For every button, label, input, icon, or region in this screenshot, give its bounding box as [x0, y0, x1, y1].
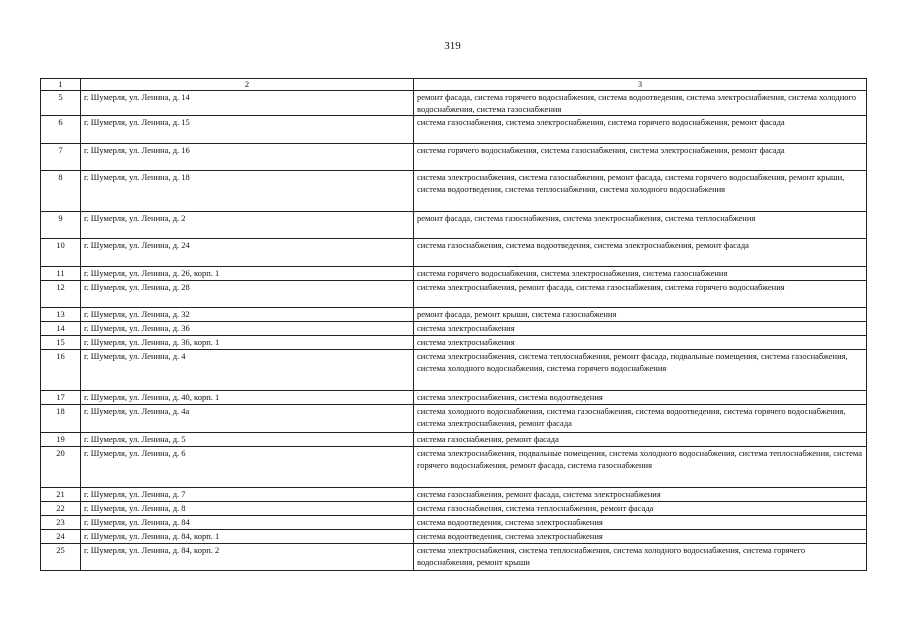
row-address: г. Шумерля, ул. Ленина, д. 18: [81, 171, 414, 212]
row-number: 15: [41, 336, 81, 350]
table-row: [41, 267, 867, 281]
row-works: система электроснабжения: [414, 336, 867, 350]
row-address: г. Шумерля, ул. Ленина, д. 5: [81, 433, 414, 447]
row-address: г. Шумерля, ул. Ленина, д. 8: [81, 502, 414, 516]
table-row: [41, 350, 867, 391]
row-number: 14: [41, 322, 81, 336]
row-number: 13: [41, 308, 81, 322]
row-works: система газоснабжения, ремонт фасада, система электроснабжения: [414, 488, 867, 502]
row-number: 21: [41, 488, 81, 502]
row-address: г. Шумерля, ул. Ленина, д. 6: [81, 447, 414, 488]
column-header-works: 3: [414, 79, 867, 91]
row-works: система газоснабжения, ремонт фасада: [414, 433, 867, 447]
table-row: [41, 116, 867, 144]
row-address: г. Шумерля, ул. Ленина, д. 7: [81, 488, 414, 502]
table-row: [41, 502, 867, 516]
row-number: 22: [41, 502, 81, 516]
row-address: г. Шумерля, ул. Ленина, д. 24: [81, 239, 414, 267]
table-header-row: [41, 79, 867, 91]
row-works: система электроснабжения, система водоотведения: [414, 391, 867, 405]
row-number: 16: [41, 350, 81, 391]
column-header-address: 2: [81, 79, 414, 91]
row-works: система горячего водоснабжения, система электроснабжения, система газоснабжения: [414, 267, 867, 281]
row-number: 11: [41, 267, 81, 281]
row-number: 9: [41, 212, 81, 239]
row-number: 20: [41, 447, 81, 488]
table-row: [41, 544, 867, 571]
row-works: система газоснабжения, система электроснабжения, система горячего водоснабжения, ремонт фасада: [414, 116, 867, 144]
row-address: г. Шумерля, ул. Ленина, д. 4: [81, 350, 414, 391]
table-row: [41, 405, 867, 433]
row-number: 18: [41, 405, 81, 433]
row-number: 5: [41, 91, 81, 116]
row-number: 25: [41, 544, 81, 571]
table-row: [41, 433, 867, 447]
row-works: система водоотведения, система электроснабжения: [414, 516, 867, 530]
row-address: г. Шумерля, ул. Ленина, д. 16: [81, 144, 414, 171]
table-row: [41, 239, 867, 267]
table-row: [41, 530, 867, 544]
row-works: система электроснабжения, ремонт фасада, система газоснабжения, система горячего водоснабжения: [414, 281, 867, 308]
row-works: система холодного водоснабжения, система газоснабжения, система водоотведения, система горячего водоснабжения, система электроснабжения, ремонт фасада: [414, 405, 867, 433]
row-works: ремонт фасада, система горячего водоснабжения, система водоотведения, система электроснабжения, система холодного водоснабжения, система газоснабжения: [414, 91, 867, 116]
table-row: [41, 171, 867, 212]
row-number: 24: [41, 530, 81, 544]
row-address: г. Шумерля, ул. Ленина, д. 36, корп. 1: [81, 336, 414, 350]
row-address: г. Шумерля, ул. Ленина, д. 32: [81, 308, 414, 322]
table-row: [41, 91, 867, 116]
row-address: г. Шумерля, ул. Ленина, д. 40, корп. 1: [81, 391, 414, 405]
row-number: 23: [41, 516, 81, 530]
row-address: г. Шумерля, ул. Ленина, д. 14: [81, 91, 414, 116]
row-address: г. Шумерля, ул. Ленина, д. 26, корп. 1: [81, 267, 414, 281]
row-works: ремонт фасада, ремонт крыши, система газоснабжения: [414, 308, 867, 322]
row-number: 6: [41, 116, 81, 144]
row-number: 17: [41, 391, 81, 405]
row-works: система газоснабжения, система теплоснабжения, ремонт фасада: [414, 502, 867, 516]
works-table: [40, 78, 867, 571]
table-row: [41, 144, 867, 171]
row-address: г. Шумерля, ул. Ленина, д. 84, корп. 2: [81, 544, 414, 571]
row-number: 7: [41, 144, 81, 171]
row-works: система электроснабжения: [414, 322, 867, 336]
table-row: [41, 516, 867, 530]
row-works: система газоснабжения, система водоотведения, система электроснабжения, ремонт фасада: [414, 239, 867, 267]
row-address: г. Шумерля, ул. Ленина, д. 28: [81, 281, 414, 308]
table-row: [41, 391, 867, 405]
column-header-number: 1: [41, 79, 81, 91]
page-number: 319: [444, 40, 461, 52]
row-number: 10: [41, 239, 81, 267]
table-row: [41, 281, 867, 308]
row-number: 8: [41, 171, 81, 212]
row-address: г. Шумерля, ул. Ленина, д. 15: [81, 116, 414, 144]
row-address: г. Шумерля, ул. Ленина, д. 84, корп. 1: [81, 530, 414, 544]
row-works: система электроснабжения, система теплоснабжения, система холодного водоснабжения, система горячего водоснабжения, ремонт крыши: [414, 544, 867, 571]
row-address: г. Шумерля, ул. Ленина, д. 2: [81, 212, 414, 239]
row-works: система электроснабжения, система газоснабжения, ремонт фасада, система горячего водоснабжения, ремонт крыши, система водоотведения, система теплоснабжения, система холодного водоснабжения: [414, 171, 867, 212]
row-works: система горячего водоснабжения, система газоснабжения, система электроснабжения, ремонт фасада: [414, 144, 867, 171]
row-works: система электроснабжения, подвальные помещения, система холодного водоснабжения, система теплоснабжения, система горячего водоснабжения, ремонт фасада, система газоснабжения: [414, 447, 867, 488]
table-row: [41, 488, 867, 502]
table-row: [41, 447, 867, 488]
row-number: 12: [41, 281, 81, 308]
table-row: [41, 212, 867, 239]
row-address: г. Шумерля, ул. Ленина, д. 4а: [81, 405, 414, 433]
row-works: система электроснабжения, система теплоснабжения, ремонт фасада, подвальные помещения, система газоснабжения, система холодного водоснабжения, система горячего водоснабжения: [414, 350, 867, 391]
row-address: г. Шумерля, ул. Ленина, д. 36: [81, 322, 414, 336]
row-number: 19: [41, 433, 81, 447]
row-address: г. Шумерля, ул. Ленина, д. 84: [81, 516, 414, 530]
row-works: ремонт фасада, система газоснабжения, система электроснабжения, система теплоснабжения: [414, 212, 867, 239]
table-row: [41, 336, 867, 350]
table-row: [41, 308, 867, 322]
row-works: система водоотведения, система электроснабжения: [414, 530, 867, 544]
table-row: [41, 322, 867, 336]
